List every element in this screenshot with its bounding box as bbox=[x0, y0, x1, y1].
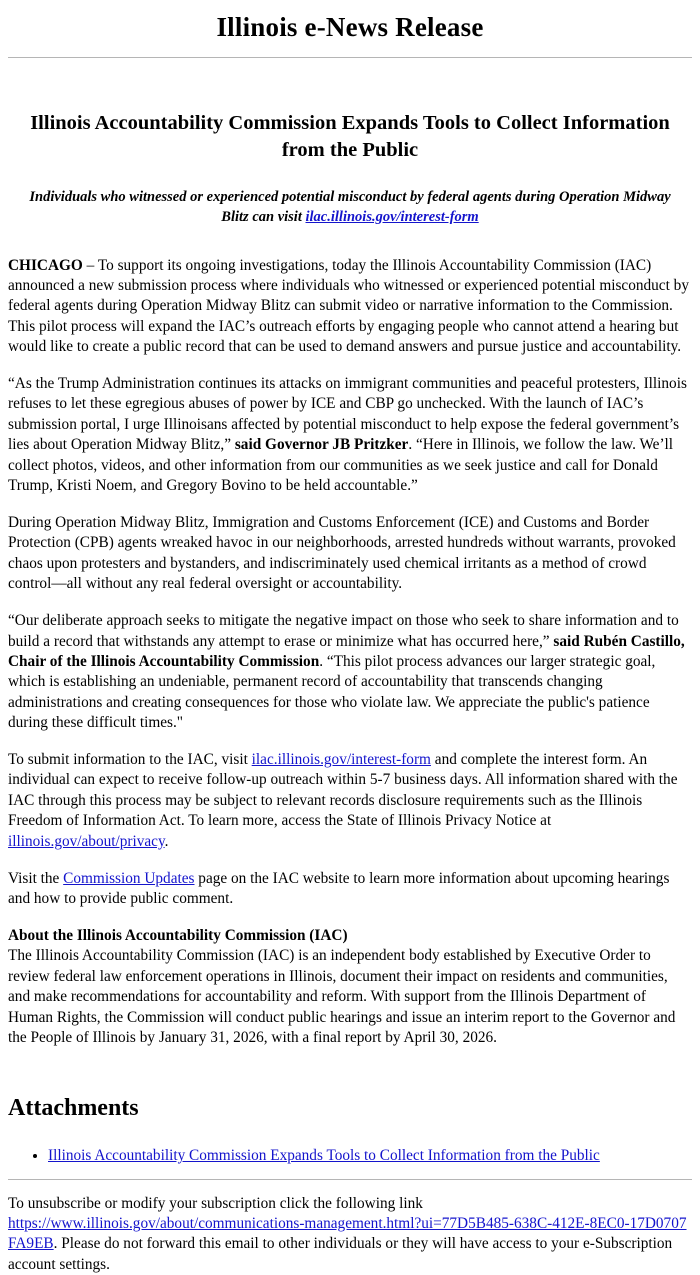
updates-part2: page on the IAC website to learn more information about upcoming hearings and how to provide public comment. bbox=[8, 869, 670, 907]
paragraph-lead bbox=[8, 256, 692, 358]
article-body bbox=[8, 256, 692, 1049]
attachments-list bbox=[8, 1145, 692, 1166]
castillo-quote-part1: “Our deliberate approach seeks to mitigate the negative impact on those who seek to share information and to build a record that withstands any attempt to erase or minimize what has occurred here,” bbox=[8, 612, 679, 650]
unsubscribe-text bbox=[8, 1194, 692, 1275]
quote-text-part1: “As the Trump Administration continues its attacks on immigrant communities and peaceful protesters, Illinois refuses to let these egregious abuses of power by ICE and CBP go unchecked. With the launch of IAC’s submission portal, I urge Illinoisans affected by potential misconduct to help expose the federal government’s lies about Operation Midway Blitz,” bbox=[8, 375, 687, 454]
article-deck bbox=[16, 188, 684, 227]
attachment-link[interactable]: Illinois Accountability Commission Expands Tools to Collect Information from the Public bbox=[48, 1147, 600, 1165]
submit-info-part2: and complete the interest form. An individual can expect to receive follow-up outreach within 5-7 business days. All information shared with the IAC through this process may be subject to relevant records disclosure requirements such as the Illinois Freedom of Information Act. To learn more, access the State of Illinois Privacy Notice at bbox=[8, 751, 678, 830]
privacy-notice-link[interactable]: illinois.gov/about/privacy bbox=[8, 832, 165, 850]
unsubscribe-notice: . Please do not forward this email to other individuals or they will have access to your e-Subscription account settings. bbox=[8, 1235, 673, 1273]
dateline: CHICAGO bbox=[8, 256, 83, 274]
paragraph-pritzker-quote bbox=[8, 374, 692, 496]
deck-interest-form-link[interactable]: ilac.illinois.gov/interest-form bbox=[305, 208, 479, 225]
deck-text: Individuals who witnessed or experienced potential misconduct by federal agents during Operation Midway Blitz can visit bbox=[29, 189, 671, 225]
article-content bbox=[0, 110, 700, 1167]
about-heading: About the Illinois Accountability Commission (IAC) bbox=[8, 926, 348, 944]
page-title: Illinois Accountability Commission Expands Tools to Collect Information from the Public bbox=[30, 112, 670, 162]
paragraph-commission-updates bbox=[8, 869, 692, 910]
quote-attribution-pritzker: said Governor JB Pritzker bbox=[234, 436, 409, 454]
paragraph-submit-info bbox=[8, 750, 692, 852]
footer bbox=[0, 1180, 700, 1275]
interest-form-link[interactable]: ilac.illinois.gov/interest-form bbox=[251, 751, 431, 769]
about-section bbox=[8, 926, 692, 1048]
commission-updates-link[interactable]: Commission Updates bbox=[63, 869, 195, 887]
paragraph-lead-text: – To support its ongoing investigations, today the Illinois Accountability Commission (IAC) announced a new submission process where individuals who witnessed or experienced potential misconduct by federal agents during Operation Midway Blitz can submit video or narrative information to the Commission. This pilot process will expand the IAC’s outreach efforts by engaging people who cannot attend a hearing but would like to create a public record that can be used to demand answers and pursue justice and accountability. bbox=[8, 256, 689, 356]
masthead-title: Illinois e-News Release bbox=[216, 12, 484, 42]
quote-attribution-castillo: said Rubén Castillo, Chair of the Illinois Accountability Commission bbox=[8, 632, 685, 670]
castillo-quote-part2: . “This pilot process advances our larger strategic goal, which is establishing an undeniable, permanent record of accountability that transcends changing administrations and creating consequences for those who violate law. We appreciate the public's patience during these difficult times." bbox=[8, 652, 656, 732]
quote-text-part2: . “Here in Illinois, we follow the law. We’ll collect photos, videos, and other information from our communities as we seek justice and call for Donald Trump, Kristi Noem, and Gregory Bovino to be held accountable.” bbox=[8, 436, 674, 495]
submit-info-part3: . bbox=[164, 832, 169, 850]
updates-part1: Visit the bbox=[8, 869, 64, 887]
about-text: The Illinois Accountability Commission (IAC) is an independent body established by Executive Order to review federal law enforcement operations in Illinois, document their impact on residents and communities, and make recommendations for accountability and reform. With support from the Illinois Department of Human Rights, the Commission will conduct public hearings and issue an interim report to the Governor and the People of Illinois by January 31, 2026, with a final report by April 30, 2026. bbox=[8, 947, 676, 1046]
paragraph-castillo-quote bbox=[8, 611, 692, 733]
attachments-heading: Attachments bbox=[8, 1095, 139, 1122]
unsubscribe-link[interactable]: https://www.illinois.gov/about/communications-management.html?ui=77D5B485-638C-412E-8EC0-17D0707FA9EB bbox=[8, 1214, 687, 1253]
header-divider bbox=[8, 57, 692, 58]
submit-info-part1: To submit information to the IAC, visit bbox=[8, 751, 252, 769]
paragraph-operation-summary: During Operation Midway Blitz, Immigration and Customs Enforcement (ICE) and Customs and Border Protection (CPB) agents wreaked havoc in our neighborhoods, arrested hundreds without warrants, provoked chaos upon protesters and bystanders, and indiscriminately used chemical irritants as a method of crowd control—all without any real federal oversight or accountability. bbox=[8, 514, 676, 593]
list-item bbox=[48, 1145, 692, 1166]
unsubscribe-instruction: To unsubscribe or modify your subscription click the following link bbox=[8, 1194, 423, 1212]
